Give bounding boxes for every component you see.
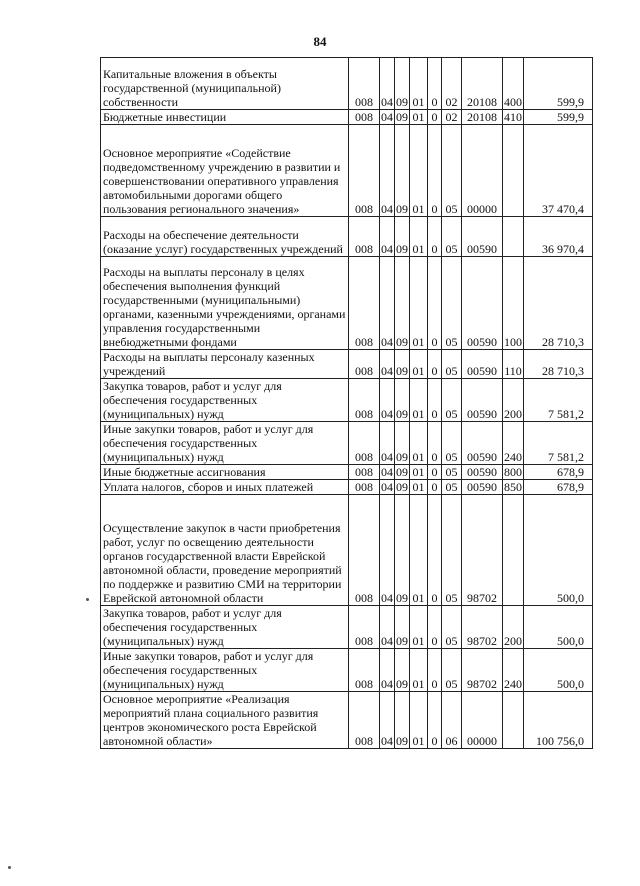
amount-cell: 599,9 (524, 110, 593, 125)
direction-code-cell: 20108 (462, 58, 503, 110)
admin-code-cell: 008 (349, 110, 380, 125)
row-name-cell: Закупка товаров, работ и услуг для обеспечения государственных (муниципальных) нужд (101, 379, 349, 422)
direction-code-cell: 00590 (462, 217, 503, 257)
subprogram-code-cell: 0 (428, 350, 442, 379)
program-code-cell: 01 (410, 110, 428, 125)
admin-code-cell: 008 (349, 606, 380, 649)
budget-table-body (101, 58, 593, 749)
scan-speck (8, 866, 11, 869)
amount-cell: 500,0 (524, 649, 593, 692)
subprogram-code-cell: 0 (428, 379, 442, 422)
table-row (101, 125, 593, 217)
row-name-cell: Осуществление закупок в части приобретения работ, услуг по освещению деятельности органов государственной власти Еврейской автономной области, проведение мероприятий по поддержке и развитию СМИ на территории Еврейской автономной области (101, 495, 349, 606)
table-row (101, 495, 593, 606)
expense-type-cell: 410 (504, 110, 522, 124)
program-code-cell: 01 (410, 58, 428, 110)
amount-cell: 100 756,0 (524, 692, 593, 749)
expense-type-cell: 200 (503, 379, 524, 422)
program-code-cell: 01 (410, 217, 428, 257)
table-row (101, 217, 593, 257)
amount-cell: 28 710,3 (524, 350, 593, 379)
row-name-cell: Иные закупки товаров, работ и услуг для обеспечения государственных (муниципальных) нужд (101, 649, 349, 692)
admin-code-cell: 008 (349, 495, 380, 606)
direction-code-cell: 20108 (462, 110, 503, 125)
row-name-cell: Иные бюджетные ассигнования (101, 465, 349, 480)
amount-cell: 678,9 (524, 465, 593, 480)
event-code-cell: 05 (442, 649, 462, 692)
expense-type-cell: 850 (504, 480, 522, 494)
subprogram-code-cell: 0 (428, 606, 442, 649)
subprogram-code-cell: 0 (428, 692, 442, 749)
program-code-cell: 01 (410, 379, 428, 422)
subsection-code-cell: 09 (395, 58, 410, 110)
subsection-code-cell: 09 (396, 110, 408, 124)
amount-cell: 36 970,4 (524, 217, 593, 257)
amount-cell: 28 710,3 (524, 257, 593, 350)
admin-code-cell: 008 (349, 649, 380, 692)
program-code-cell: 01 (410, 692, 428, 749)
row-name-cell: Бюджетные инвестиции (101, 110, 349, 125)
budget-table (100, 57, 593, 749)
subsection-code-cell: 09 (395, 495, 410, 606)
amount-cell: 7 581,2 (524, 422, 593, 465)
subprogram-code-cell: 0 (428, 465, 442, 480)
program-code-cell: 01 (410, 257, 428, 350)
subsection-code-cell: 09 (396, 480, 408, 494)
amount-cell: 500,0 (524, 495, 593, 606)
row-name-cell: Основное мероприятие «Реализация мероприятий плана социального развития центров экономического роста Еврейской автономной области» (101, 692, 349, 749)
event-code-cell: 05 (442, 257, 462, 350)
amount-cell: 678,9 (524, 480, 593, 495)
section-code-cell: 04 (380, 606, 395, 649)
direction-code-cell: 00000 (462, 125, 503, 217)
event-code-cell: 05 (442, 217, 462, 257)
program-code-cell: 01 (410, 350, 428, 379)
expense-type-cell: 240 (503, 649, 524, 692)
admin-code-cell: 008 (349, 125, 380, 217)
direction-code-cell: 98702 (462, 649, 503, 692)
subprogram-code-cell: 0 (428, 110, 442, 125)
event-code-cell: 05 (442, 350, 462, 379)
expense-type-cell: 110 (503, 350, 524, 379)
direction-code-cell: 00590 (462, 422, 503, 465)
row-name-cell: Основное мероприятие «Содействие подведомственному учреждению в развитии и совершенствовании оперативного управления автомобильными дорогами общего пользования регионального значения» (101, 125, 349, 217)
program-code-cell: 01 (410, 465, 428, 480)
amount-cell: 500,0 (524, 606, 593, 649)
section-code-cell: 04 (380, 379, 395, 422)
row-name-cell: Капитальные вложения в объекты государственной (муниципальной) собственности (101, 58, 349, 110)
subsection-code-cell: 09 (395, 257, 410, 350)
admin-code-cell: 008 (349, 58, 380, 110)
subprogram-code-cell: 0 (428, 125, 442, 217)
event-code-cell: 05 (442, 465, 462, 480)
section-code-cell: 04 (380, 125, 395, 217)
expense-type-cell (503, 495, 524, 606)
subsection-code-cell: 09 (395, 692, 410, 749)
subprogram-code-cell: 0 (428, 422, 442, 465)
expense-type-cell: 240 (503, 422, 524, 465)
expense-type-cell: 100 (503, 257, 524, 350)
section-code-cell: 04 (380, 217, 395, 257)
event-code-cell: 05 (442, 125, 462, 217)
direction-code-cell: 98702 (462, 495, 503, 606)
table-row (101, 257, 593, 350)
row-name-cell: Уплата налогов, сборов и иных платежей (101, 480, 349, 495)
subprogram-code-cell: 0 (428, 257, 442, 350)
table-row (101, 350, 593, 379)
subsection-code-cell: 09 (395, 125, 410, 217)
table-row (101, 422, 593, 465)
table-row (101, 606, 593, 649)
section-code-cell: 04 (380, 495, 395, 606)
program-code-cell: 01 (410, 606, 428, 649)
section-code-cell: 04 (380, 350, 395, 379)
event-code-cell: 05 (442, 606, 462, 649)
table-row (101, 692, 593, 749)
subprogram-code-cell: 0 (428, 649, 442, 692)
subprogram-code-cell: 0 (428, 480, 442, 495)
direction-code-cell: 00590 (462, 480, 503, 495)
event-code-cell: 06 (442, 692, 462, 749)
event-code-cell: 05 (442, 495, 462, 606)
subsection-code-cell: 09 (395, 350, 410, 379)
expense-type-cell (503, 692, 524, 749)
section-code-cell: 04 (381, 465, 393, 479)
table-row (101, 58, 593, 110)
expense-type-cell: 800 (504, 465, 522, 479)
section-code-cell: 04 (380, 692, 395, 749)
event-code-cell: 05 (442, 379, 462, 422)
row-name-cell: Расходы на выплаты персоналу в целях обеспечения выполнения функций государственными (муниципальными) органами, казенными учреждениями, органами управления государственными внебюджетными фондами (101, 257, 349, 350)
expense-type-cell (503, 217, 524, 257)
admin-code-cell: 008 (349, 480, 380, 495)
admin-code-cell: 008 (349, 217, 380, 257)
direction-code-cell: 00590 (462, 379, 503, 422)
expense-type-cell: 200 (503, 606, 524, 649)
direction-code-cell: 00000 (462, 692, 503, 749)
table-row (101, 480, 593, 495)
subsection-code-cell: 09 (395, 649, 410, 692)
row-name-cell: Расходы на выплаты персоналу казенных учреждений (101, 350, 349, 379)
program-code-cell: 01 (410, 495, 428, 606)
section-code-cell: 04 (380, 58, 395, 110)
admin-code-cell: 008 (349, 422, 380, 465)
program-code-cell: 01 (410, 480, 428, 495)
amount-cell: 599,9 (524, 58, 593, 110)
scan-speck (86, 598, 89, 601)
amount-cell: 7 581,2 (524, 379, 593, 422)
section-code-cell: 04 (380, 257, 395, 350)
expense-type-cell (503, 125, 524, 217)
section-code-cell: 04 (381, 480, 393, 494)
program-code-cell: 01 (410, 125, 428, 217)
admin-code-cell: 008 (349, 379, 380, 422)
row-name-cell: Закупка товаров, работ и услуг для обеспечения государственных (муниципальных) нужд (101, 606, 349, 649)
amount-cell: 37 470,4 (524, 125, 593, 217)
admin-code-cell: 008 (349, 257, 380, 350)
subsection-code-cell: 09 (395, 422, 410, 465)
direction-code-cell: 98702 (462, 606, 503, 649)
table-row (101, 110, 593, 125)
table-row (101, 649, 593, 692)
subsection-code-cell: 09 (395, 217, 410, 257)
subprogram-code-cell: 0 (428, 217, 442, 257)
admin-code-cell: 008 (349, 465, 380, 480)
subprogram-code-cell: 0 (428, 495, 442, 606)
row-name-cell: Иные закупки товаров, работ и услуг для обеспечения государственных (муниципальных) нужд (101, 422, 349, 465)
program-code-cell: 01 (410, 422, 428, 465)
subsection-code-cell: 09 (395, 379, 410, 422)
event-code-cell: 05 (442, 422, 462, 465)
admin-code-cell: 008 (349, 692, 380, 749)
direction-code-cell: 00590 (462, 257, 503, 350)
direction-code-cell: 00590 (462, 350, 503, 379)
subsection-code-cell: 09 (396, 465, 408, 479)
direction-code-cell: 00590 (462, 465, 503, 480)
event-code-cell: 05 (442, 480, 462, 495)
row-name-cell: Расходы на обеспечение деятельности (оказание услуг) государственных учреждений (101, 217, 349, 257)
page-number: 84 (313, 34, 327, 49)
subsection-code-cell: 09 (395, 606, 410, 649)
section-code-cell: 04 (380, 422, 395, 465)
program-code-cell: 01 (410, 649, 428, 692)
admin-code-cell: 008 (349, 350, 380, 379)
subprogram-code-cell: 0 (428, 58, 442, 110)
section-code-cell: 04 (381, 110, 393, 124)
section-code-cell: 04 (380, 649, 395, 692)
table-row (101, 465, 593, 480)
table-row (101, 379, 593, 422)
expense-type-cell: 400 (503, 58, 524, 110)
event-code-cell: 02 (442, 58, 462, 110)
event-code-cell: 02 (442, 110, 462, 125)
